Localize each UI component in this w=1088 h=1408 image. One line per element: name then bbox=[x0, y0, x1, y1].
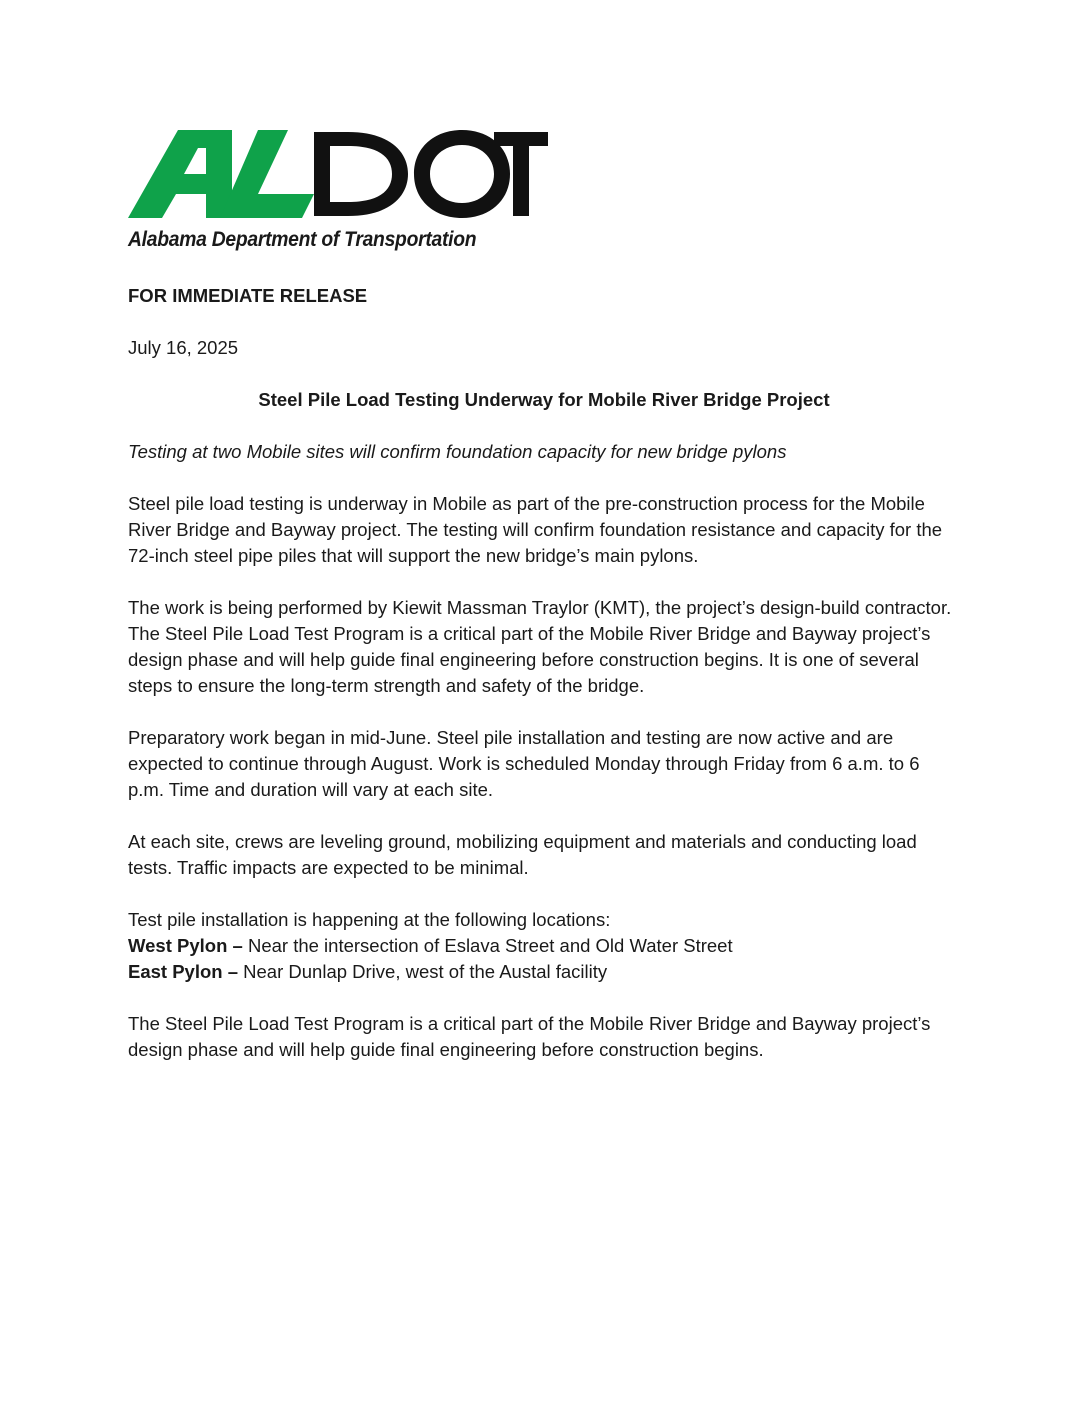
location-item bbox=[128, 959, 960, 985]
release-date: July 16, 2025 bbox=[128, 337, 239, 358]
closing-paragraph: The Steel Pile Load Test Program is a critical part of the Mobile River Bridge and Bayway project’s design phase and will help guide final engineering before construction begins. bbox=[128, 1013, 931, 1060]
paragraph-1: Steel pile load testing is underway in Mobile as part of the pre-construction process for the Mobile River Bridge and Bayway project. The testing will confirm foundation resistance and capacity for the 72-inch steel pipe piles that will support the new bridge’s main pylons. bbox=[128, 493, 943, 566]
location-detail: Near the intersection of Eslava Street and Old Water Street bbox=[242, 935, 733, 956]
subheadline: Testing at two Mobile sites will confirm foundation capacity for new bridge pylons bbox=[128, 441, 787, 462]
release-content bbox=[128, 283, 960, 1089]
location-name: West Pylon – bbox=[128, 935, 243, 956]
location-item bbox=[128, 933, 960, 959]
locations-intro: Test pile installation is happening at the following locations: bbox=[128, 909, 611, 930]
release-label: FOR IMMEDIATE RELEASE bbox=[128, 285, 368, 306]
aldot-logo bbox=[128, 126, 548, 260]
aldot-wordmark bbox=[128, 126, 548, 222]
logo-subtitle: Alabama Department of Transportation bbox=[128, 228, 477, 251]
location-detail: Near Dunlap Drive, west of the Austal facility bbox=[238, 961, 608, 982]
location-name: East Pylon – bbox=[128, 961, 239, 982]
locations-block bbox=[128, 907, 960, 985]
paragraph-4: At each site, crews are leveling ground, mobilizing equipment and materials and conducting load tests. Traffic impacts are expected to be minimal. bbox=[128, 831, 917, 878]
paragraph-3: Preparatory work began in mid-June. Steel pile installation and testing are now active and are expected to continue through August. Work is scheduled Monday through Friday from 6 a.m. to 6 p.m. Time and duration will vary at each site. bbox=[128, 727, 920, 800]
headline: Steel Pile Load Testing Underway for Mobile River Bridge Project bbox=[258, 389, 830, 410]
paragraph-2: The work is being performed by Kiewit Massman Traylor (KMT), the project’s design-build contractor. The Steel Pile Load Test Program is a critical part of the Mobile River Bridge and Bayway project’s design phase and will help guide final engineering before construction begins. It is one of several steps to ensure the long-term strength and safety of the bridge. bbox=[128, 597, 952, 696]
